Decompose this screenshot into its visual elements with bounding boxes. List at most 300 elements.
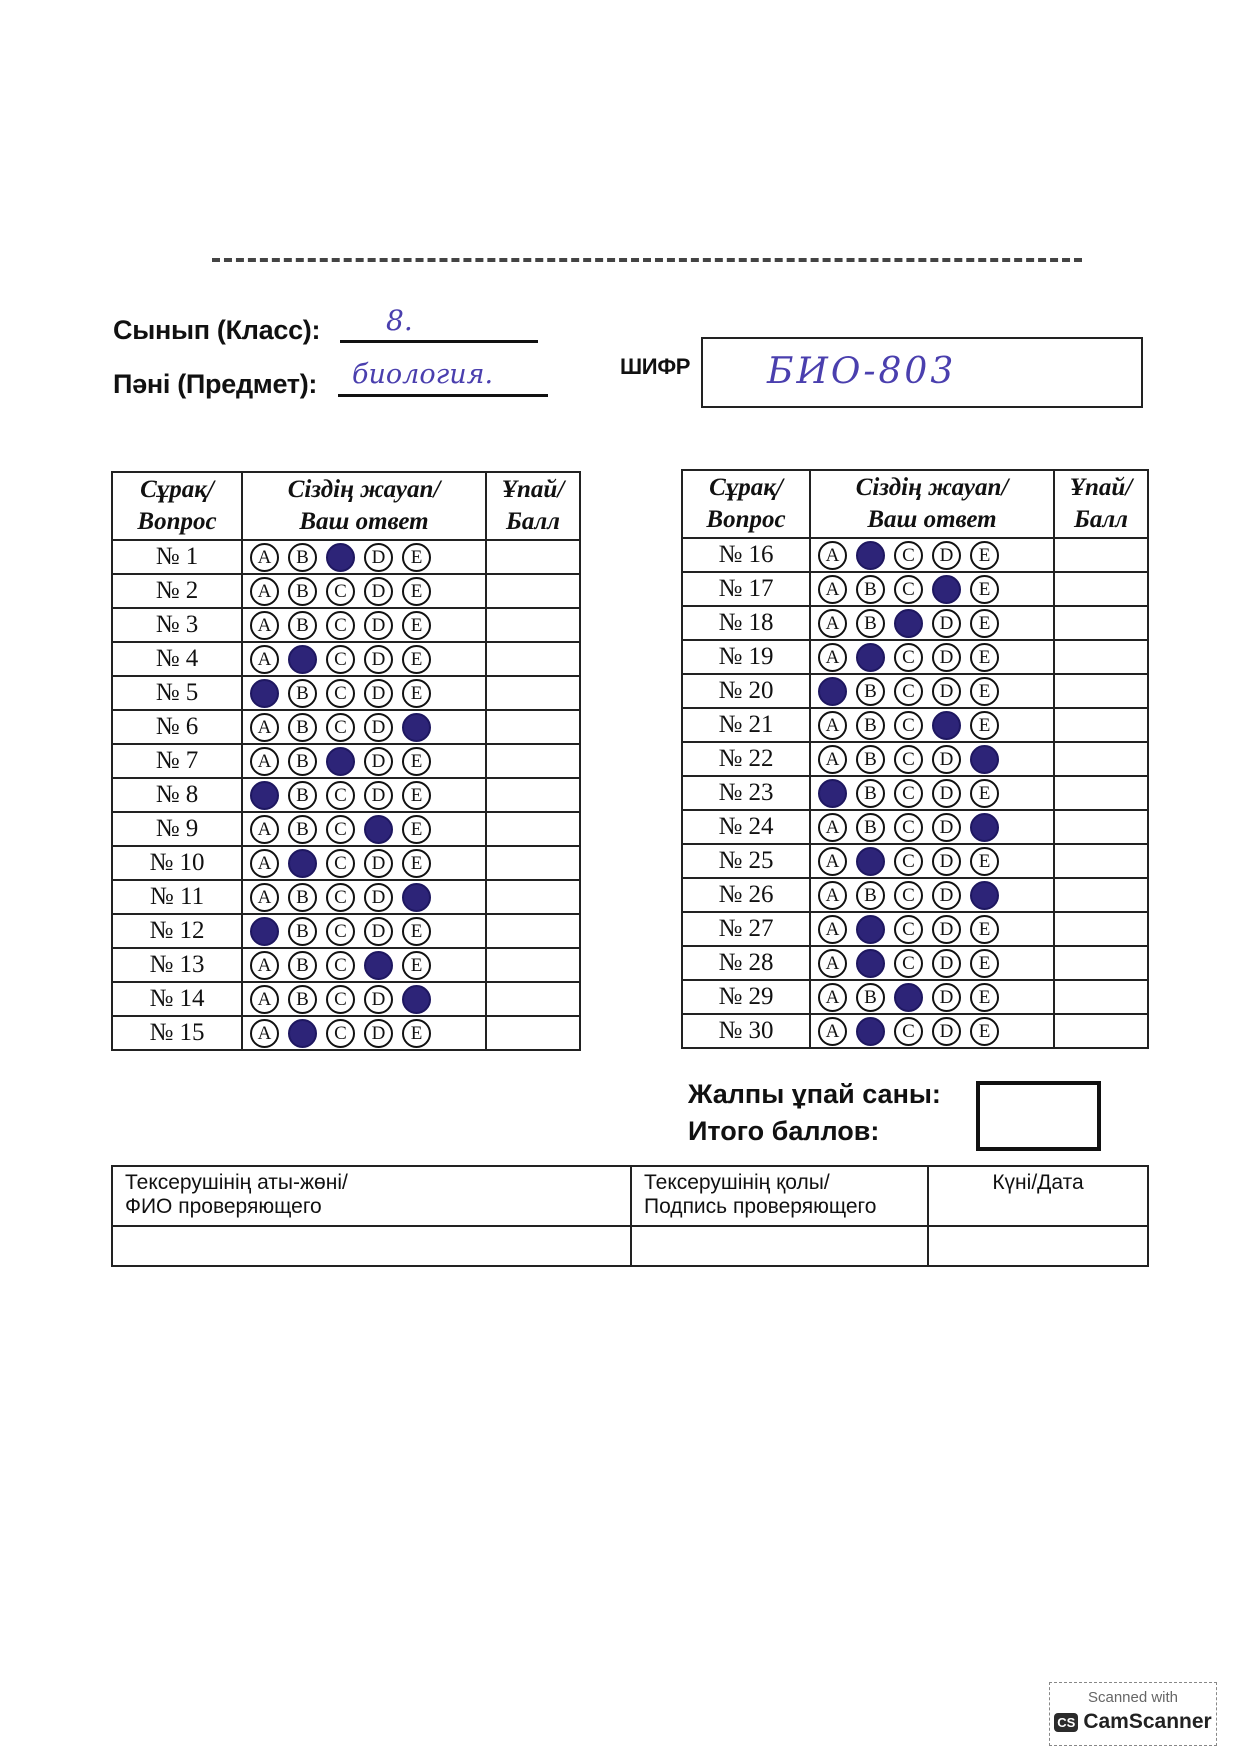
watermark-brand <box>1050 1710 1216 1734</box>
score-cell[interactable] <box>1054 810 1148 844</box>
bubble-d[interactable]: D <box>932 541 961 570</box>
bubble-e-filled[interactable] <box>970 881 999 910</box>
bubble-b[interactable]: B <box>288 883 317 912</box>
watermark-brand-text: CamScanner <box>1083 1710 1212 1733</box>
bubble-a[interactable]: A <box>818 881 847 910</box>
question-number: № 4 <box>112 642 242 676</box>
question-number: № 7 <box>112 744 242 778</box>
bubble-e[interactable]: E <box>970 915 999 944</box>
bubble-b[interactable]: B <box>856 745 885 774</box>
answer-options <box>242 812 486 846</box>
question-row <box>112 880 580 914</box>
score-cell[interactable] <box>486 982 580 1016</box>
question-number: № 24 <box>682 810 810 844</box>
score-header: Ұпай/ Балл <box>1054 470 1148 538</box>
question-row <box>112 948 580 982</box>
bubble-a[interactable]: A <box>250 849 279 878</box>
question-row <box>112 846 580 880</box>
bubble-d[interactable]: D <box>364 713 393 742</box>
answer-options <box>810 1014 1054 1048</box>
question-row <box>682 810 1148 844</box>
bubble-d[interactable]: D <box>364 577 393 606</box>
score-cell[interactable] <box>486 642 580 676</box>
bubble-b[interactable]: B <box>856 575 885 604</box>
question-number: № 28 <box>682 946 810 980</box>
question-header: Сұрақ/ Вопрос <box>682 470 810 538</box>
bubble-b[interactable]: B <box>288 543 317 572</box>
question-row <box>112 540 580 574</box>
bubble-b[interactable]: B <box>288 713 317 742</box>
bubble-c[interactable]: C <box>894 575 923 604</box>
bubble-c[interactable]: C <box>326 985 355 1014</box>
bubble-a-filled[interactable] <box>818 677 847 706</box>
answer-options <box>810 606 1054 640</box>
bubble-c[interactable]: C <box>894 915 923 944</box>
answer-options <box>242 846 486 880</box>
total-score-box[interactable] <box>976 1081 1101 1151</box>
bubble-b[interactable]: B <box>856 813 885 842</box>
bubble-c[interactable]: C <box>326 917 355 946</box>
bubble-c[interactable]: C <box>326 611 355 640</box>
question-row <box>112 574 580 608</box>
bubble-e[interactable]: E <box>970 949 999 978</box>
watermark-top-text: Scanned with <box>1087 1689 1179 1706</box>
bubble-b[interactable]: B <box>288 917 317 946</box>
bubble-c[interactable]: C <box>326 849 355 878</box>
score-cell[interactable] <box>486 540 580 574</box>
score-cell[interactable] <box>1054 912 1148 946</box>
class-value[interactable]: 8. <box>386 304 413 337</box>
question-number: № 19 <box>682 640 810 674</box>
bubble-e-filled[interactable] <box>970 745 999 774</box>
bubble-d[interactable]: D <box>364 917 393 946</box>
bubble-d[interactable]: D <box>364 1019 393 1048</box>
question-row <box>682 844 1148 878</box>
question-number: № 20 <box>682 674 810 708</box>
bubble-d[interactable]: D <box>364 883 393 912</box>
question-row <box>682 640 1148 674</box>
answer-table-left <box>111 471 581 1051</box>
score-cell[interactable] <box>1054 1014 1148 1048</box>
score-cell[interactable] <box>1054 674 1148 708</box>
question-number: № 17 <box>682 572 810 606</box>
bubble-c[interactable]: C <box>894 813 923 842</box>
answer-options <box>242 574 486 608</box>
answer-options <box>810 912 1054 946</box>
question-row <box>112 1016 580 1050</box>
bubble-c[interactable]: C <box>326 1019 355 1048</box>
bubble-d[interactable]: D <box>932 915 961 944</box>
bubble-d[interactable]: D <box>932 745 961 774</box>
bubble-e[interactable]: E <box>402 679 431 708</box>
answer-options <box>242 1016 486 1050</box>
question-number: № 13 <box>112 948 242 982</box>
bubble-c[interactable]: C <box>894 779 923 808</box>
bubble-e-filled[interactable] <box>970 813 999 842</box>
bubble-e[interactable]: E <box>402 645 431 674</box>
bubble-d[interactable]: D <box>364 645 393 674</box>
bubble-b[interactable]: B <box>856 983 885 1012</box>
bubble-e[interactable]: E <box>970 847 999 876</box>
question-number: № 18 <box>682 606 810 640</box>
answer-options <box>810 640 1054 674</box>
bubble-b-filled[interactable] <box>856 949 885 978</box>
question-row <box>112 982 580 1016</box>
question-row <box>112 676 580 710</box>
bubble-c[interactable]: C <box>326 883 355 912</box>
checker-name-field[interactable] <box>112 1226 631 1266</box>
bubble-e[interactable]: E <box>970 575 999 604</box>
bubble-a[interactable]: A <box>818 711 847 740</box>
answer-table-right <box>681 469 1149 1049</box>
subject-label: Пәні (Предмет): <box>113 369 318 399</box>
bubble-e[interactable]: E <box>402 849 431 878</box>
bubble-a[interactable]: A <box>818 575 847 604</box>
answer-options <box>810 708 1054 742</box>
question-number: № 27 <box>682 912 810 946</box>
score-cell[interactable] <box>486 744 580 778</box>
class-label: Сынып (Класс): <box>113 315 321 345</box>
answer-options <box>242 914 486 948</box>
bubble-d[interactable]: D <box>932 847 961 876</box>
bubble-e[interactable]: E <box>970 677 999 706</box>
bubble-a[interactable]: A <box>818 949 847 978</box>
question-row <box>682 878 1148 912</box>
bubble-a[interactable]: A <box>818 983 847 1012</box>
bubble-a[interactable]: A <box>250 543 279 572</box>
bubble-c[interactable]: C <box>894 1017 923 1046</box>
question-number: № 25 <box>682 844 810 878</box>
question-number: № 30 <box>682 1014 810 1048</box>
question-row <box>112 608 580 642</box>
answer-options <box>242 982 486 1016</box>
answer-header: Сіздің жауап/ Ваш ответ <box>242 472 486 540</box>
score-header: Ұпай/ Балл <box>486 472 580 540</box>
score-cell[interactable] <box>1054 572 1148 606</box>
bubble-a[interactable]: A <box>250 611 279 640</box>
answer-options <box>810 946 1054 980</box>
bubble-a[interactable]: A <box>818 915 847 944</box>
bubble-b[interactable]: B <box>288 611 317 640</box>
answer-options <box>242 540 486 574</box>
bubble-a[interactable]: A <box>250 1019 279 1048</box>
score-cell[interactable] <box>1054 742 1148 776</box>
total-label-kz: Жалпы ұпай саны: <box>688 1079 941 1109</box>
bubble-b-filled[interactable] <box>856 643 885 672</box>
bubble-d[interactable]: D <box>364 781 393 810</box>
answer-options <box>810 980 1054 1014</box>
class-line <box>340 340 538 343</box>
bubble-a[interactable]: A <box>818 1017 847 1046</box>
bubble-b-filled[interactable] <box>288 849 317 878</box>
bubble-c[interactable]: C <box>326 781 355 810</box>
score-cell[interactable] <box>1054 878 1148 912</box>
answer-options <box>810 742 1054 776</box>
bubble-c[interactable]: C <box>894 745 923 774</box>
bubble-a[interactable]: A <box>250 883 279 912</box>
cut-line <box>212 258 1082 262</box>
question-number: № 15 <box>112 1016 242 1050</box>
bubble-c[interactable]: C <box>326 679 355 708</box>
camscanner-watermark <box>1049 1682 1217 1746</box>
bubble-e[interactable]: E <box>402 917 431 946</box>
total-label-ru: Итого баллов: <box>688 1116 880 1146</box>
bubble-e[interactable]: E <box>402 815 431 844</box>
bubble-d[interactable]: D <box>932 881 961 910</box>
score-cell[interactable] <box>486 812 580 846</box>
bubble-a-filled[interactable] <box>250 917 279 946</box>
question-row <box>682 946 1148 980</box>
bubble-e[interactable]: E <box>402 1019 431 1048</box>
question-number: № 29 <box>682 980 810 1014</box>
answer-options <box>242 676 486 710</box>
bubble-d[interactable]: D <box>932 643 961 672</box>
question-number: № 2 <box>112 574 242 608</box>
cipher-box[interactable] <box>701 337 1143 408</box>
bubble-b[interactable]: B <box>288 815 317 844</box>
bubble-d[interactable]: D <box>364 611 393 640</box>
bubble-d[interactable]: D <box>932 609 961 638</box>
answer-options <box>242 608 486 642</box>
question-number: № 6 <box>112 710 242 744</box>
score-cell[interactable] <box>486 914 580 948</box>
score-cell[interactable] <box>486 574 580 608</box>
bubble-c-filled[interactable] <box>894 983 923 1012</box>
bubble-c[interactable]: C <box>894 643 923 672</box>
question-number: № 22 <box>682 742 810 776</box>
question-number: № 11 <box>112 880 242 914</box>
question-number: № 26 <box>682 878 810 912</box>
bubble-b-filled[interactable] <box>856 541 885 570</box>
score-cell[interactable] <box>486 948 580 982</box>
bubble-e-filled[interactable] <box>402 985 431 1014</box>
bubble-d[interactable]: D <box>932 949 961 978</box>
question-row <box>682 708 1148 742</box>
question-number: № 10 <box>112 846 242 880</box>
bubble-d[interactable]: D <box>932 813 961 842</box>
bubble-a-filled[interactable] <box>250 781 279 810</box>
bubble-b-filled[interactable] <box>288 1019 317 1048</box>
answer-options <box>810 538 1054 572</box>
answer-header: Сіздің жауап/ Ваш ответ <box>810 470 1054 538</box>
subject-line <box>338 394 548 397</box>
bubble-a[interactable]: A <box>818 643 847 672</box>
score-cell[interactable] <box>1054 640 1148 674</box>
bubble-c[interactable]: C <box>894 847 923 876</box>
question-row <box>682 742 1148 776</box>
bubble-b[interactable]: B <box>288 781 317 810</box>
bubble-c[interactable]: C <box>894 677 923 706</box>
bubble-a[interactable]: A <box>818 813 847 842</box>
bubble-a[interactable]: A <box>250 985 279 1014</box>
question-number: № 14 <box>112 982 242 1016</box>
bubble-c[interactable]: C <box>894 541 923 570</box>
bubble-b[interactable]: B <box>288 985 317 1014</box>
answer-options <box>810 878 1054 912</box>
bubble-c-filled[interactable] <box>894 609 923 638</box>
bubble-d-filled[interactable] <box>932 711 961 740</box>
score-cell[interactable] <box>1054 776 1148 810</box>
question-row <box>682 1014 1148 1048</box>
checker-date-field[interactable] <box>928 1226 1148 1266</box>
answer-options <box>242 948 486 982</box>
subject-value[interactable]: биология. <box>352 359 494 390</box>
question-row <box>682 980 1148 1014</box>
bubble-d[interactable]: D <box>364 679 393 708</box>
bubble-a[interactable]: A <box>250 645 279 674</box>
bubble-e[interactable]: E <box>970 983 999 1012</box>
question-row <box>682 674 1148 708</box>
bubble-d[interactable]: D <box>364 747 393 776</box>
score-cell[interactable] <box>486 880 580 914</box>
checker-name-header: Тексерушінің аты-жөні/ ФИО проверяющего <box>112 1166 631 1226</box>
bubble-d[interactable]: D <box>364 543 393 572</box>
bubble-c[interactable]: C <box>326 645 355 674</box>
question-number: № 1 <box>112 540 242 574</box>
bubble-d[interactable]: D <box>364 985 393 1014</box>
bubble-d[interactable]: D <box>932 1017 961 1046</box>
score-cell[interactable] <box>1054 980 1148 1014</box>
bubble-b-filled[interactable] <box>856 1017 885 1046</box>
bubble-d[interactable]: D <box>932 677 961 706</box>
score-cell[interactable] <box>486 608 580 642</box>
bubble-c[interactable]: C <box>326 713 355 742</box>
bubble-d-filled[interactable] <box>932 575 961 604</box>
bubble-c[interactable]: C <box>326 815 355 844</box>
bubble-c[interactable]: C <box>326 951 355 980</box>
camscanner-logo-icon: CS <box>1054 1713 1078 1732</box>
question-row <box>682 912 1148 946</box>
question-number: № 3 <box>112 608 242 642</box>
bubble-c-filled[interactable] <box>326 747 355 776</box>
bubble-b[interactable]: B <box>288 577 317 606</box>
question-number: № 12 <box>112 914 242 948</box>
bubble-e-filled[interactable] <box>402 713 431 742</box>
answer-options <box>810 810 1054 844</box>
checker-sign-field[interactable] <box>631 1226 928 1266</box>
answer-options <box>242 710 486 744</box>
score-cell[interactable] <box>486 676 580 710</box>
bubble-a-filled[interactable] <box>250 679 279 708</box>
bubble-a[interactable]: A <box>250 577 279 606</box>
answer-options <box>242 744 486 778</box>
bubble-a[interactable]: A <box>250 747 279 776</box>
bubble-b-filled[interactable] <box>856 915 885 944</box>
bubble-a[interactable]: A <box>818 609 847 638</box>
bubble-b[interactable]: B <box>856 609 885 638</box>
bubble-d[interactable]: D <box>932 983 961 1012</box>
bubble-a[interactable]: A <box>250 951 279 980</box>
score-cell[interactable] <box>1054 606 1148 640</box>
bubble-e[interactable]: E <box>970 779 999 808</box>
bubble-b[interactable]: B <box>288 747 317 776</box>
bubble-c[interactable]: C <box>894 711 923 740</box>
bubble-d[interactable]: D <box>932 779 961 808</box>
bubble-e[interactable]: E <box>970 643 999 672</box>
bubble-a-filled[interactable] <box>818 779 847 808</box>
bubble-c[interactable]: C <box>326 577 355 606</box>
bubble-a[interactable]: A <box>818 745 847 774</box>
bubble-b[interactable]: B <box>856 881 885 910</box>
answer-options <box>242 778 486 812</box>
bubble-b[interactable]: B <box>288 679 317 708</box>
answer-options <box>810 572 1054 606</box>
bubble-b[interactable]: B <box>856 779 885 808</box>
bubble-a[interactable]: A <box>818 847 847 876</box>
question-row <box>682 606 1148 640</box>
bubble-e[interactable]: E <box>402 747 431 776</box>
bubble-e[interactable]: E <box>402 951 431 980</box>
bubble-d-filled[interactable] <box>364 951 393 980</box>
question-row <box>682 776 1148 810</box>
bubble-c-filled[interactable] <box>326 543 355 572</box>
question-number: № 5 <box>112 676 242 710</box>
checker-sign-header: Тексерушінің қолы/ Подпись проверяющего <box>631 1166 928 1226</box>
checker-date-header: Күні/Дата <box>928 1166 1148 1226</box>
score-cell[interactable] <box>1054 708 1148 742</box>
question-number: № 23 <box>682 776 810 810</box>
bubble-b[interactable]: B <box>288 951 317 980</box>
question-row <box>682 572 1148 606</box>
question-row <box>682 538 1148 572</box>
bubble-e[interactable]: E <box>402 577 431 606</box>
bubble-b[interactable]: B <box>856 711 885 740</box>
bubble-e[interactable]: E <box>970 609 999 638</box>
bubble-d[interactable]: D <box>364 849 393 878</box>
bubble-e-filled[interactable] <box>402 883 431 912</box>
question-row <box>112 914 580 948</box>
bubble-e[interactable]: E <box>402 611 431 640</box>
question-number: № 9 <box>112 812 242 846</box>
bubble-e[interactable]: E <box>970 1017 999 1046</box>
score-cell[interactable] <box>486 846 580 880</box>
score-cell[interactable] <box>1054 844 1148 878</box>
question-row <box>112 812 580 846</box>
bubble-a[interactable]: A <box>250 815 279 844</box>
score-cell[interactable] <box>486 1016 580 1050</box>
question-number: № 16 <box>682 538 810 572</box>
bubble-a[interactable]: A <box>818 541 847 570</box>
bubble-e[interactable]: E <box>970 711 999 740</box>
bubble-d-filled[interactable] <box>364 815 393 844</box>
answer-options <box>810 674 1054 708</box>
bubble-a[interactable]: A <box>250 713 279 742</box>
cipher-label: ШИФР <box>620 354 691 379</box>
bubble-e[interactable]: E <box>402 543 431 572</box>
score-cell[interactable] <box>1054 538 1148 572</box>
answer-options <box>810 844 1054 878</box>
bubble-c[interactable]: C <box>894 949 923 978</box>
cipher-value: БИО-803 <box>767 351 957 392</box>
question-header: Сұрақ/ Вопрос <box>112 472 242 540</box>
bubble-b[interactable]: B <box>856 677 885 706</box>
score-cell[interactable] <box>486 778 580 812</box>
bubble-c[interactable]: C <box>894 881 923 910</box>
answer-options <box>242 642 486 676</box>
question-row <box>112 710 580 744</box>
bubble-e[interactable]: E <box>970 541 999 570</box>
checker-table <box>111 1165 1149 1267</box>
score-cell[interactable] <box>486 710 580 744</box>
bubble-e[interactable]: E <box>402 781 431 810</box>
question-number: № 21 <box>682 708 810 742</box>
question-number: № 8 <box>112 778 242 812</box>
score-cell[interactable] <box>1054 946 1148 980</box>
bubble-b-filled[interactable] <box>856 847 885 876</box>
bubble-b-filled[interactable] <box>288 645 317 674</box>
answer-options <box>242 880 486 914</box>
question-row <box>112 642 580 676</box>
